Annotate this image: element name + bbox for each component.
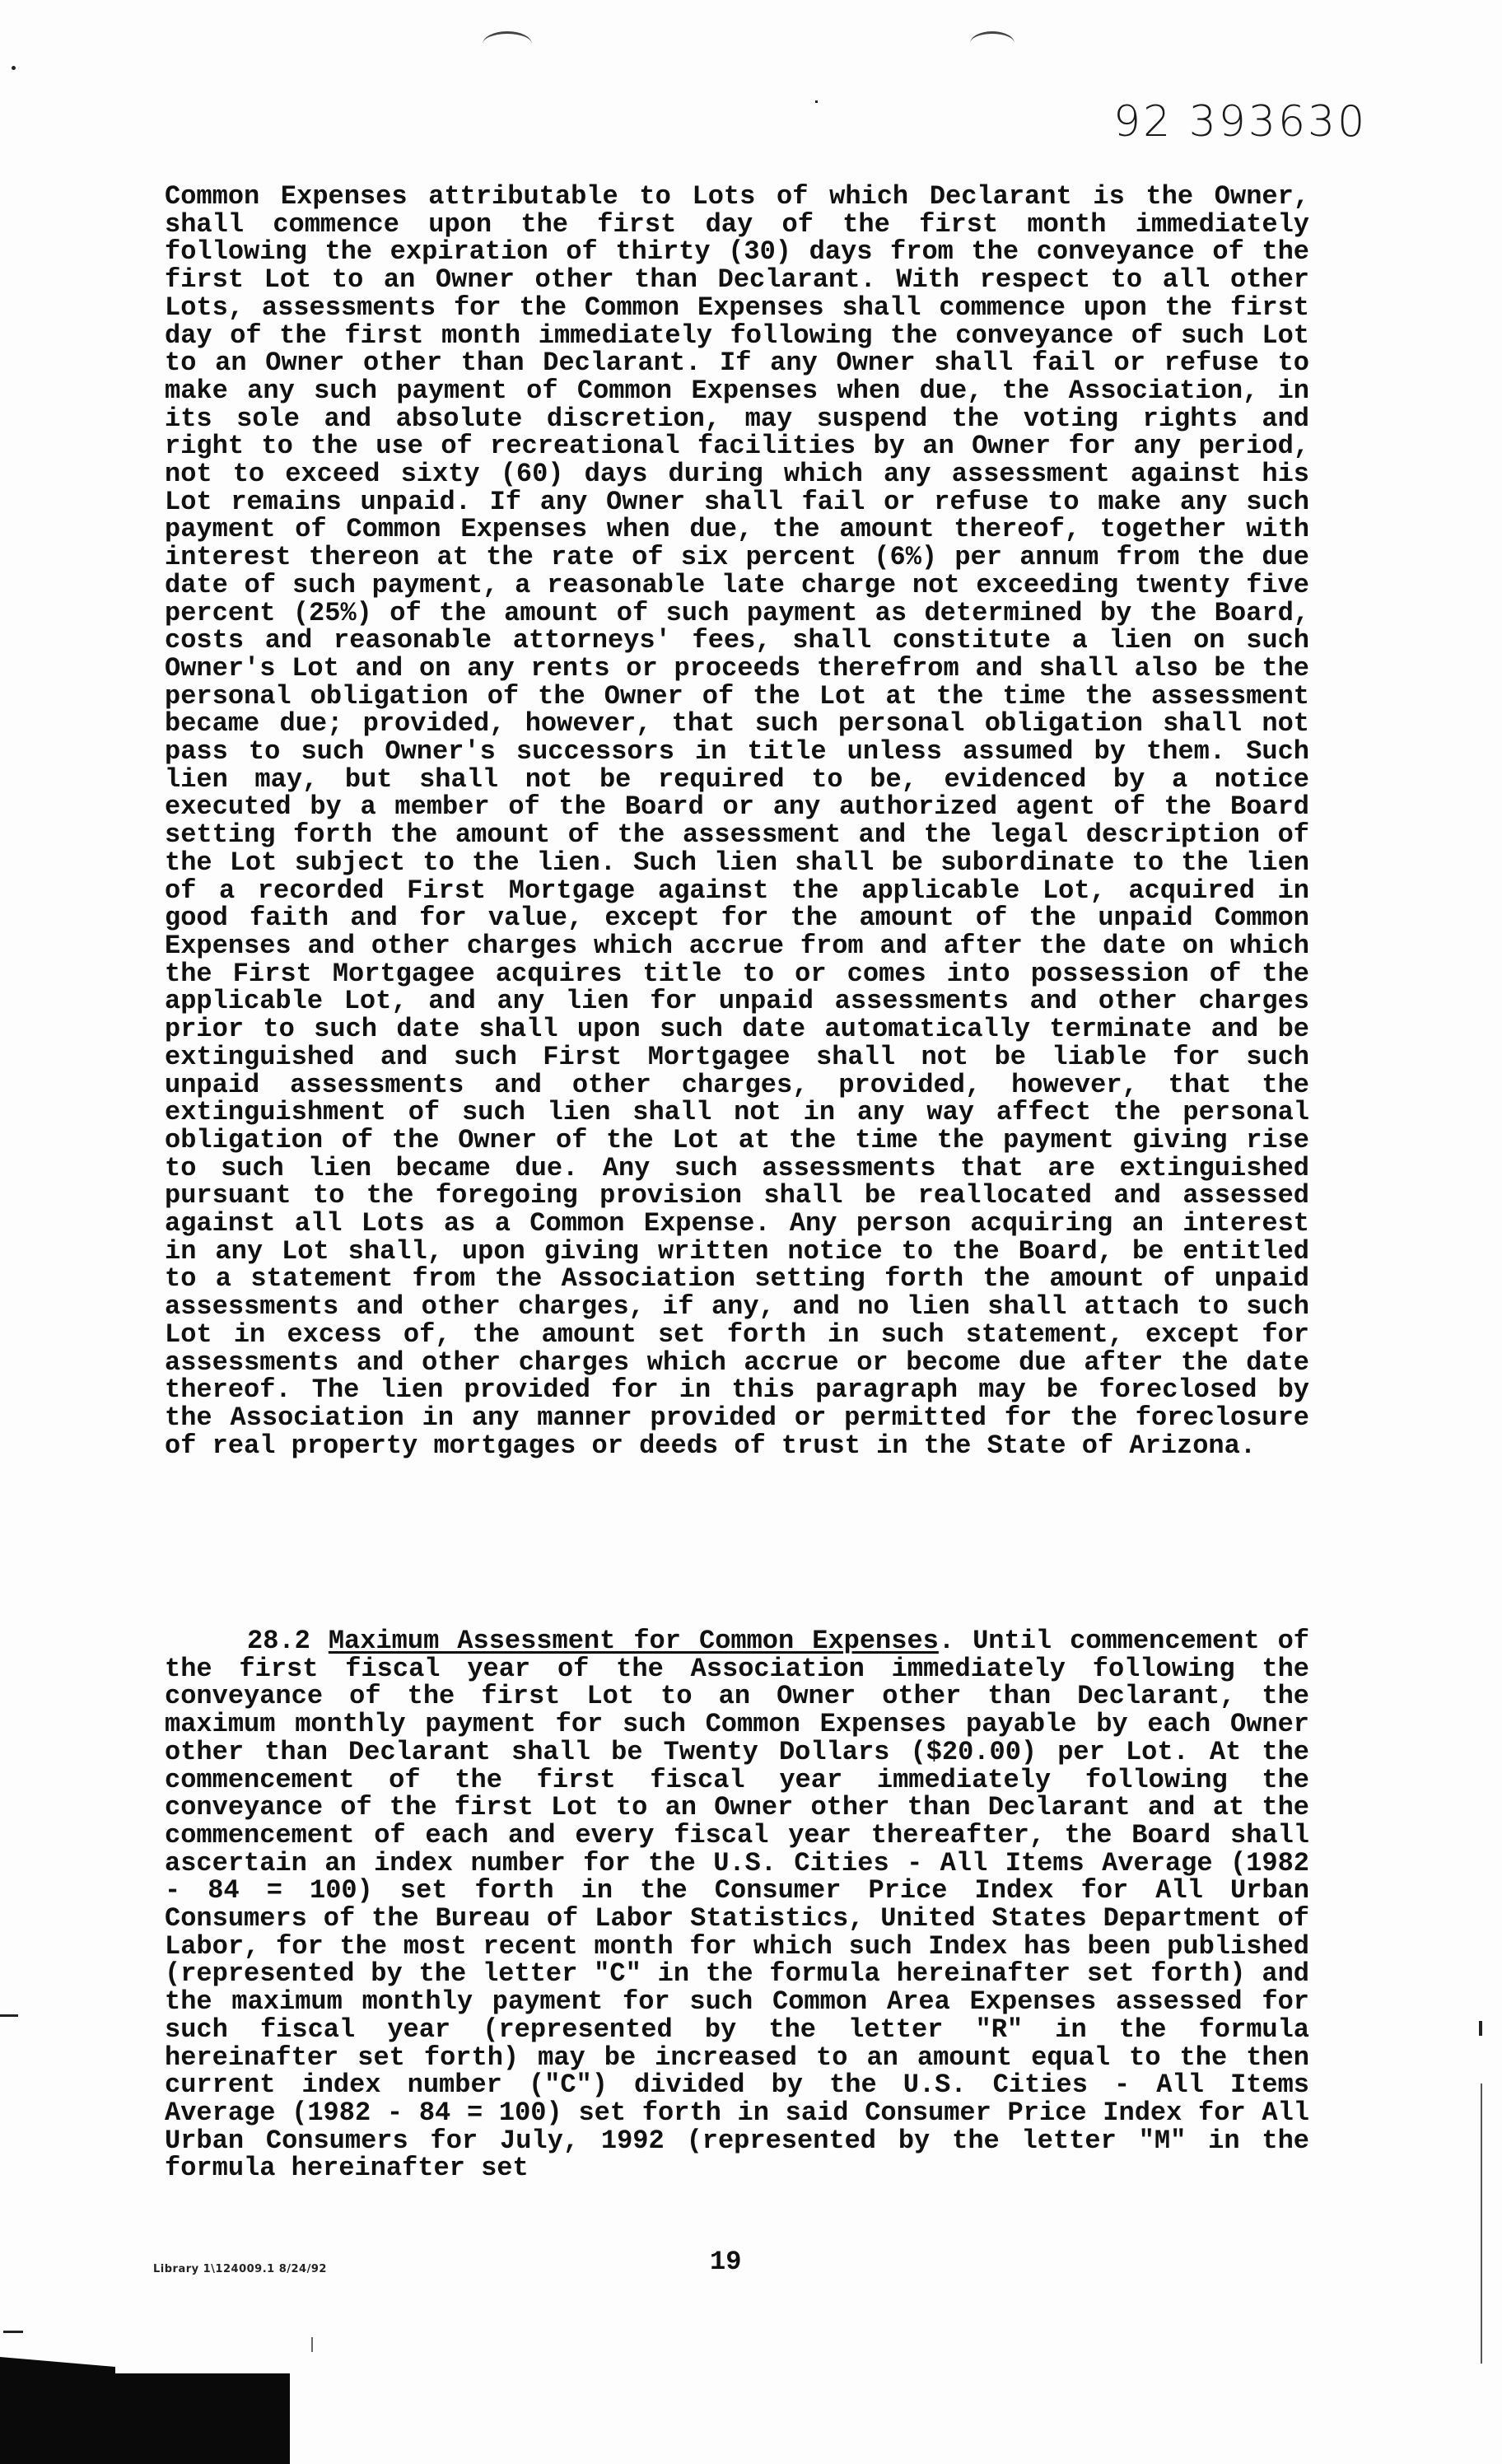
scan-edge-mark xyxy=(1479,2021,1482,2036)
scan-edge-mark xyxy=(3,2331,23,2333)
scan-edge-mark xyxy=(0,2014,18,2017)
scan-speck xyxy=(12,66,16,70)
section-28-2-paragraph xyxy=(165,1627,1309,2182)
scan-shadow xyxy=(0,2357,115,2373)
scan-edge-line xyxy=(1481,2084,1482,2364)
recording-number: 92 393630 xyxy=(1113,97,1368,147)
scan-punch-mark-right xyxy=(970,31,1015,55)
scan-shadow-block xyxy=(0,2373,290,2464)
section-heading-period: . xyxy=(938,1626,955,1656)
section-heading: Maximum Assessment for Common Expenses xyxy=(328,1626,939,1656)
scan-punch-mark-left xyxy=(483,31,532,57)
footer-library-reference: Library 1\124009.1 8/24/92 xyxy=(153,2263,327,2275)
paragraph-common-expenses-lien: Common Expenses attributable to Lots of which Declarant is the Owner, shall commence upon the first day of the first month immediately following the expiration of thirty (30) days from the conveyance of the first Lot to an Owner other than Declarant. With respect to all other Lots, assessments for the Common Expenses shall commence upon the first day of the first month immediately following the conveyance of such Lot to an Owner other than Declarant. If any Owner shall fail or refuse to make any such payment of Common Expenses when due, the Association, in its sole and absolute discretion, may suspend the voting rights and right to the use of recreational facilities by an Owner for any period, not to exceed sixty (60) days during which any assessment against his Lot remains unpaid. If any Owner shall fail or refuse to make any such payment of Common Expenses when due, the amount thereof, together with interest thereon at the rate of six percent (6%) per annum from the due date of such payment, a reasonable late charge not exceeding twenty five percent (25%) of the amount of such payment as determined by the Board, costs and reasonable attorneys' fees, shall constitute a lien on such Owner's Lot and on any rents or proceeds therefrom and shall also be the personal obligation of the Owner of the Lot at the time the assessment became due; provided, however, that such personal obligation shall not pass to such Owner's successors in title unless assumed by them. Such lien may, but shall not be required to be, evidenced by a notice executed by a member of the Board or any authorized agent of the Board setting forth the amount of the assessment and the legal description of the Lot subject to the lien. Such lien shall be subordinate to the lien of a recorded First Mortgage against the applicable Lot, acquired in good faith and for value, except for the amount of the unpaid Common Expenses and other charges which accrue from and after the date on which the First Mortgagee acquires title to or comes into possession of the applicable Lot, and any lien for unpaid assessments and other charges prior to such date shall upon such date automatically terminate and be extinguished and such First Mortgagee shall not be liable for such unpaid assessments and other charges, provided, however, that the extinguishment of such lien shall not in any way affect the personal obligation of the Owner of the Lot at the time the payment giving rise to such lien became due. Any such assessments that are extinguished pursuant to the foregoing provision shall be reallocated and assessed against all Lots as a Common Expense. Any person acquiring an interest in any Lot shall, upon giving written notice to the Board, be entitled to a statement from the Association setting forth the amount of unpaid assessments and other charges, if any, and no lien shall attach to such Lot in excess of, the amount set forth in such statement, except for assessments and other charges which accrue or become due after the date thereof. The lien provided for in this paragraph may be foreclosed by the Association in any manner provided or permitted for the foreclosure of real property mortgages or deeds of trust in the State of Arizona. xyxy=(165,181,1309,1461)
section-number: 28.2 xyxy=(247,1626,310,1656)
page-number: 19 xyxy=(710,2247,742,2277)
section-body: Until commencement of the first fiscal year of the Association immediately following the conveyance of the first Lot to an Owner other than Declarant, the maximum monthly payment for such Common Expenses payable by each Owner other than Declarant shall be Twenty Dollars ($20.00) per Lot. At the commencement of the first fiscal year immediately following the conveyance of the first Lot to an Owner other than Declarant and at the commencement of each and every fiscal year thereafter, the Board shall ascertain an index number for the U.S. Cities - All Items Average (1982 - 84 = 100) set forth in the Consumer Price Index for All Urban Consumers of the Bureau of Labor Statistics, United States Department of Labor, for the most recent month for which such Index has been published (represented by the letter "C" in the formula hereinafter set forth) and the maximum monthly payment for such Common Area Expenses assessed for such fiscal year (represented by the letter "R" in the formula hereinafter set forth) may be increased to an amount equal to the then current index number ("C") divided by the U.S. Cities - All Items Average (1982 - 84 = 100) set forth in said Consumer Price Index for All Urban Consumers for July, 1992 (represented by the letter "M" in the formula hereinafter set xyxy=(165,1626,1310,2184)
scan-speck xyxy=(815,100,818,103)
scan-speck xyxy=(311,2337,313,2352)
